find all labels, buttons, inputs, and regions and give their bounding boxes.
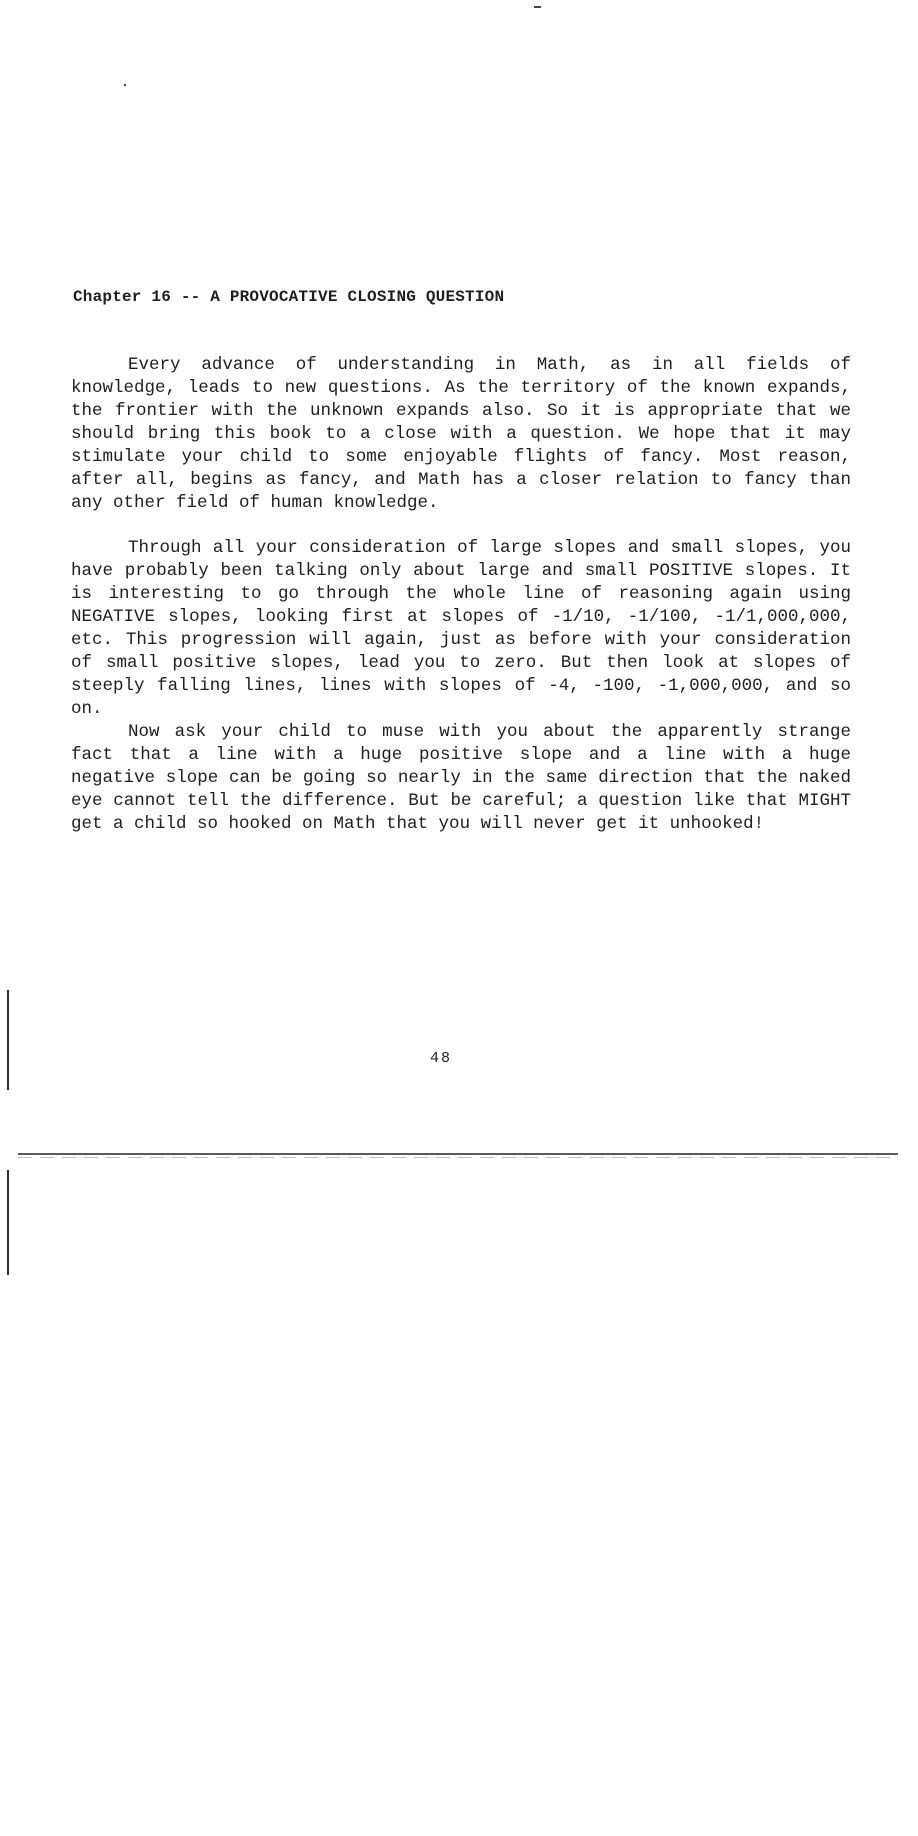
left-edge-scan-bar-lower — [7, 1170, 9, 1275]
scan-speck — [124, 84, 126, 86]
bottom-rule-shadow — [18, 1157, 898, 1158]
left-edge-scan-bar-upper — [7, 990, 9, 1090]
chapter-heading: Chapter 16 -- A PROVOCATIVE CLOSING QUESTION — [73, 288, 505, 306]
page-number: 48 — [430, 1050, 453, 1067]
paragraph-2: Through all your consideration of large slopes and small slopes, you have probably been talking only about large and small POSITIVE slopes. It is interesting to go through the whole line of reasoning again using NEGATIVE slopes, looking first at slopes of -1/10, -1/100, -1/1,000,000, etc. This progression will again, just as before with your consideration of small positive slopes, lead you to zero. But then look at slopes of steeply falling lines, lines with slopes of -4, -100, -1,000,000, and so on. — [71, 538, 851, 719]
paragraph-1: Every advance of understanding in Math, as in all fields of knowledge, leads to new questions. As the territory of the known expands, the frontier with the unknown expands also. So it is appropriate that we should bring this book to a close with a question. We hope that it may stimulate your child to some enjoyable flights of fancy. Most reason, after all, begins as fancy, and Math has a closer relation to fancy than any other field of human knowledge. — [71, 355, 851, 513]
top-scan-mark — [534, 6, 541, 8]
bottom-rule — [18, 1153, 898, 1155]
paragraph-3: Now ask your child to muse with you about the apparently strange fact that a line with a huge positive slope and a line with a huge negative slope can be going so nearly in the same direction that the naked eye cannot tell the difference. But be careful; a question like that MIGHT get a child so hooked on Math that you will never get it unhooked! — [71, 722, 851, 834]
